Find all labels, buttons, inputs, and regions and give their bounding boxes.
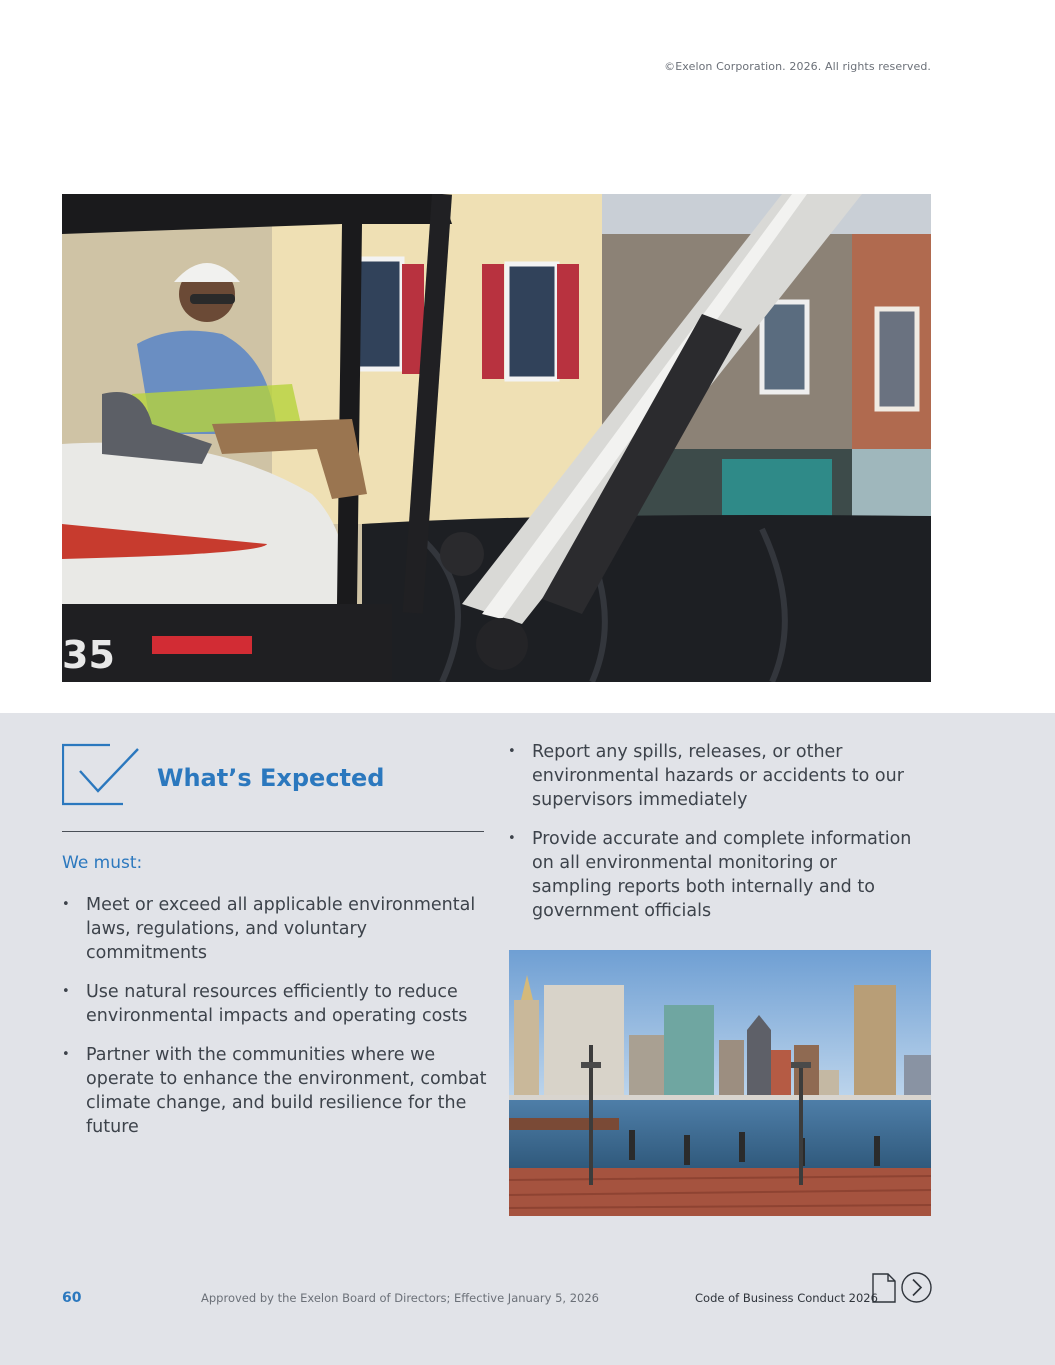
list-item [508, 740, 918, 812]
bullet-icon: • [508, 744, 516, 759]
list-item [62, 980, 487, 1028]
list-item-text: Use natural resources efficiently to reduce environmental impacts and operating costs [86, 982, 468, 1026]
list-item-text: Partner with the communities where we operate to enhance the environment, combat climate change, and build resilience for the future [86, 1045, 487, 1137]
list-item-text: Meet or exceed all applicable environmental laws, regulations, and voluntary commitments [86, 895, 476, 963]
page-number: 60 [62, 1290, 82, 1306]
left-bullet-list [62, 893, 487, 1154]
lead-text: We must: [62, 853, 143, 873]
checkmark-box-icon [62, 743, 140, 809]
excavator-illustration [62, 194, 931, 682]
hero-photo-excavator [62, 194, 931, 682]
document-title: Code of Business Conduct 2026 [695, 1291, 878, 1305]
bullet-icon: • [508, 831, 516, 846]
list-item-text: Report any spills, releases, or other environmental hazards or accidents to our supervisors immediately [532, 742, 904, 810]
bullet-icon: • [62, 984, 70, 999]
list-item [62, 893, 487, 965]
approval-note: Approved by the Exelon Board of Directors; Effective January 5, 2026 [201, 1291, 599, 1305]
section-title: What’s Expected [157, 764, 385, 792]
right-bullet-list [508, 740, 918, 938]
next-page-icon[interactable] [901, 1272, 932, 1303]
section-divider [62, 831, 484, 832]
bullet-icon: • [62, 897, 70, 912]
list-item [62, 1043, 487, 1139]
copyright-notice: ©Exelon Corporation. 2026. All rights reserved. [664, 60, 931, 73]
list-item-text: Provide accurate and complete information on all environmental monitoring or sampling reports both internally and to government officials [532, 829, 912, 921]
list-item [508, 827, 918, 923]
bullet-icon: • [62, 1047, 70, 1062]
harbor-photo [509, 950, 931, 1216]
machine-number-label: 35 [62, 633, 115, 677]
document-icon[interactable] [872, 1273, 896, 1303]
harbor-illustration [509, 950, 931, 1216]
